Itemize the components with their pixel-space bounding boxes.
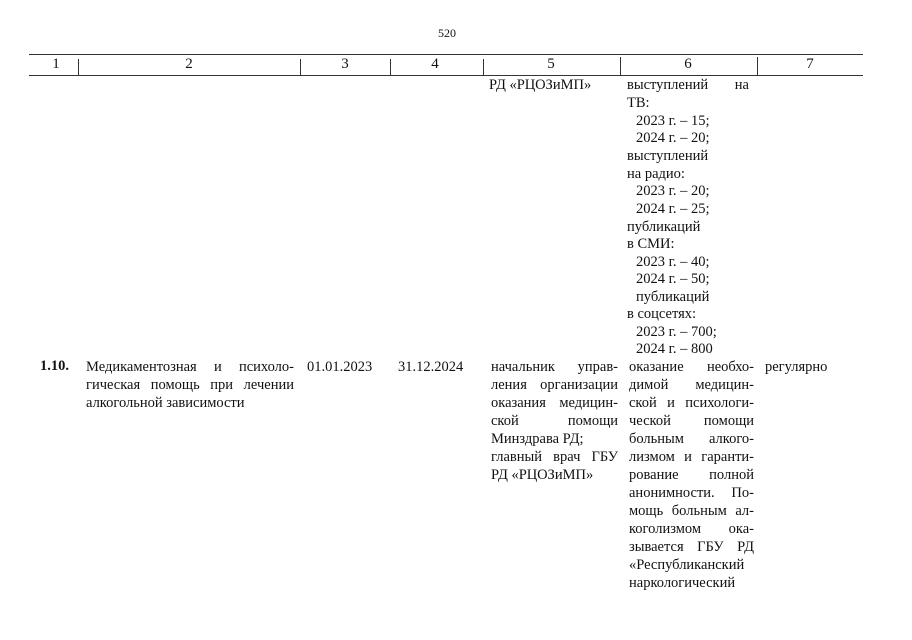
result-line: анонимности. По-	[629, 485, 754, 501]
result-line: 2024 г. – 800	[636, 341, 713, 357]
result-line: лизмом и гаранти-	[629, 449, 754, 465]
responsible-line: начальник управ-	[491, 359, 618, 375]
responsible-line: главный врач ГБУ	[491, 449, 618, 465]
table-header-top-line	[29, 54, 863, 55]
description-line: алкогольной зависимости	[86, 395, 245, 411]
description-line: гическая помощь при лечении	[86, 377, 294, 393]
column-divider	[620, 57, 621, 76]
result-line: в СМИ:	[627, 236, 675, 252]
column-divider	[300, 59, 301, 76]
responsible-line: оказания медицин-	[491, 395, 618, 411]
result-line: ской и психологи-	[629, 395, 754, 411]
result-line: 2023 г. – 20;	[636, 183, 710, 199]
result-line: публикаций	[636, 289, 710, 305]
result-line: 2023 г. – 40;	[636, 254, 710, 270]
column-divider	[390, 59, 391, 76]
column-number-5: 5	[547, 56, 555, 72]
result-line: зывается ГБУ РД	[629, 539, 754, 555]
result-line: оказание необхо-	[629, 359, 754, 375]
column-divider	[483, 59, 484, 76]
description-line: Медикаментозная и психоло-	[86, 359, 294, 375]
responsible-line: Минздрава РД;	[491, 431, 584, 447]
responsible-line: ления организации	[491, 377, 618, 393]
result-line: больным алкого-	[629, 431, 754, 447]
result-line: ТВ:	[627, 95, 650, 111]
column-divider	[757, 57, 758, 76]
result-line: коголизмом ока-	[629, 521, 754, 537]
result-line: выступлений на	[627, 77, 749, 93]
result-line: наркологический	[629, 575, 736, 591]
responsible-line: РД «РЦОЗиМП»	[491, 467, 594, 483]
column-number-6: 6	[684, 56, 692, 72]
column-number-4: 4	[431, 56, 439, 72]
column-number-3: 3	[341, 56, 349, 72]
result-line: ческой помощи	[629, 413, 754, 429]
result-line: 2024 г. – 20;	[636, 130, 710, 146]
result-line: публикаций	[627, 219, 701, 235]
result-line: димой медицин-	[629, 377, 754, 393]
row-number: 1.10.	[40, 358, 69, 374]
result-line: мощь больным ал-	[629, 503, 754, 519]
result-line: на радио:	[627, 166, 685, 182]
periodicity: регулярно	[765, 359, 828, 375]
result-line: выступлений	[627, 148, 709, 164]
result-line: рование полной	[629, 467, 754, 483]
result-line: 2023 г. – 15;	[636, 113, 710, 129]
page-number: 520	[438, 26, 456, 40]
result-line: 2024 г. – 50;	[636, 271, 710, 287]
end-date: 31.12.2024	[398, 359, 464, 375]
column-number-2: 2	[185, 56, 193, 72]
column-divider	[78, 59, 79, 76]
result-line: 2023 г. – 700;	[636, 324, 717, 340]
column-number-7: 7	[806, 56, 814, 72]
result-line: «Республиканский	[629, 557, 745, 573]
continued-responsible: РД «РЦОЗиМП»	[489, 77, 592, 93]
column-number-1: 1	[52, 56, 60, 72]
responsible-line: ской помощи	[491, 413, 618, 429]
result-line: в соцсетях:	[627, 306, 697, 322]
start-date: 01.01.2023	[307, 359, 373, 375]
result-line: 2024 г. – 25;	[636, 201, 710, 217]
